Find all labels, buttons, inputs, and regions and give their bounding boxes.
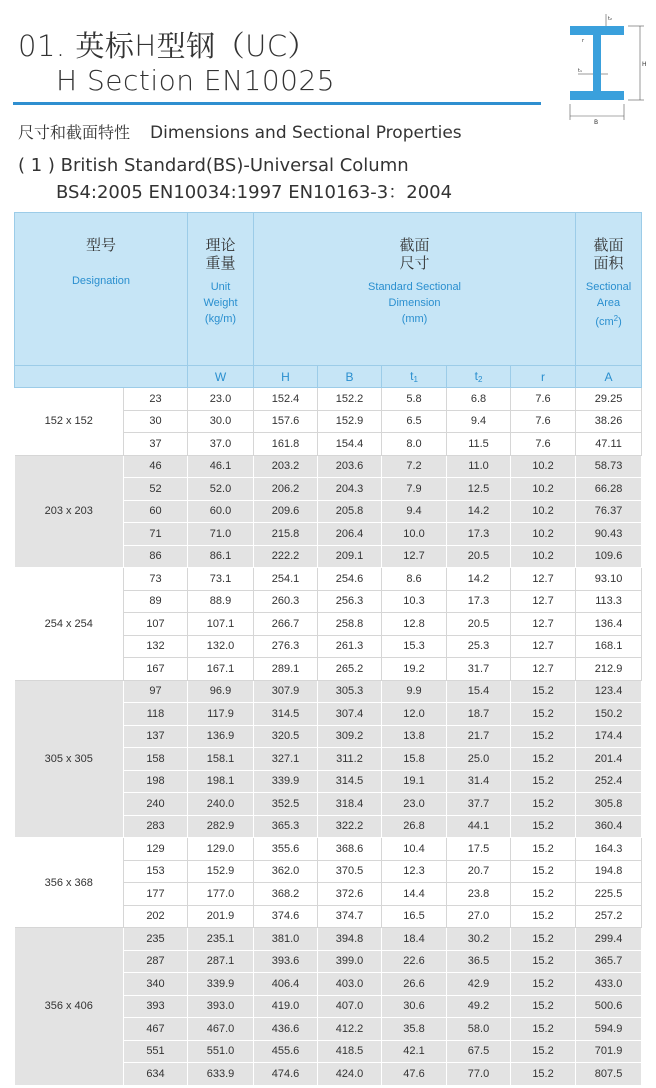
table-cell: 240.0 [188, 793, 254, 816]
table-cell: 10.4 [382, 838, 447, 861]
designation-cell: 305 x 305 [15, 680, 124, 838]
table-cell: 30.2 [447, 928, 511, 951]
symbol-b: B [318, 366, 382, 388]
table-cell: 17.3 [447, 590, 511, 613]
table-cell: 71 [124, 523, 188, 546]
table-cell: 15.2 [511, 815, 576, 838]
table-cell: 150.2 [576, 703, 642, 726]
table-cell: 152.4 [254, 388, 318, 411]
table-cell: 18.4 [382, 928, 447, 951]
table-row [15, 455, 642, 478]
table-cell: 701.9 [576, 1040, 642, 1063]
table-cell: 37.0 [188, 433, 254, 456]
table-cell: 6.5 [382, 410, 447, 433]
table-cell: 47.11 [576, 433, 642, 456]
table-cell: 15.2 [511, 725, 576, 748]
table-cell: 15.2 [511, 928, 576, 951]
table-cell: 551.0 [188, 1040, 254, 1063]
table-cell: 30.6 [382, 995, 447, 1018]
table-cell: 419.0 [254, 995, 318, 1018]
table-cell: 73.1 [188, 568, 254, 591]
table-cell: 10.2 [511, 500, 576, 523]
table-cell: 58.0 [447, 1018, 511, 1041]
table-cell: 314.5 [254, 703, 318, 726]
table-cell: 340 [124, 973, 188, 996]
table-cell: 372.6 [318, 883, 382, 906]
table-cell: 17.3 [447, 523, 511, 546]
table-cell: 634 [124, 1063, 188, 1086]
table-cell: 339.9 [188, 973, 254, 996]
table-cell: 212.9 [576, 658, 642, 681]
table-cell: 15.2 [511, 905, 576, 928]
table-cell: 283 [124, 815, 188, 838]
table-cell: 551 [124, 1040, 188, 1063]
table-cell: 235.1 [188, 928, 254, 951]
table-cell: 15.2 [511, 995, 576, 1018]
table-cell: 365.7 [576, 950, 642, 973]
table-cell: 15.2 [511, 793, 576, 816]
table-cell: 9.4 [447, 410, 511, 433]
table-cell: 167 [124, 658, 188, 681]
table-cell: 206.4 [318, 523, 382, 546]
table-cell: 15.3 [382, 635, 447, 658]
table-cell: 93.10 [576, 568, 642, 591]
table-cell: 161.8 [254, 433, 318, 456]
table-cell: 86.1 [188, 545, 254, 568]
table-cell: 47.6 [382, 1063, 447, 1086]
table-cell: 235 [124, 928, 188, 951]
table-cell: 393 [124, 995, 188, 1018]
table-cell: 406.4 [254, 973, 318, 996]
table-cell: 152.9 [318, 410, 382, 433]
table-cell: 15.2 [511, 860, 576, 883]
table-cell: 158 [124, 748, 188, 771]
table-cell: 12.7 [511, 658, 576, 681]
table-cell: 118 [124, 703, 188, 726]
table-cell: 22.6 [382, 950, 447, 973]
table-cell: 12.8 [382, 613, 447, 636]
table-cell: 52 [124, 478, 188, 501]
dimensions-table [14, 212, 642, 1086]
table-cell: 123.4 [576, 680, 642, 703]
table-cell: 11.0 [447, 455, 511, 478]
table-cell: 368.2 [254, 883, 318, 906]
table-cell: 7.6 [511, 410, 576, 433]
table-cell: 360.4 [576, 815, 642, 838]
table-cell: 305.3 [318, 680, 382, 703]
section-heading-en: Dimensions and Sectional Properties [150, 123, 462, 143]
table-cell: 258.8 [318, 613, 382, 636]
table-cell: 71.0 [188, 523, 254, 546]
table-cell: 455.6 [254, 1040, 318, 1063]
table-cell: 46.1 [188, 455, 254, 478]
table-cell: 15.2 [511, 1018, 576, 1041]
table-cell: 132.0 [188, 635, 254, 658]
table-cell: 252.4 [576, 770, 642, 793]
table-cell: 137 [124, 725, 188, 748]
table-cell: 37.7 [447, 793, 511, 816]
table-cell: 318.4 [318, 793, 382, 816]
symbol-h: H [254, 366, 318, 388]
table-cell: 15.8 [382, 748, 447, 771]
table-cell: 594.9 [576, 1018, 642, 1041]
h-section-diagram [562, 8, 648, 126]
table-cell: 474.6 [254, 1063, 318, 1086]
table-cell: 289.1 [254, 658, 318, 681]
table-cell: 374.6 [254, 905, 318, 928]
table-cell: 374.7 [318, 905, 382, 928]
symbol-w: W [188, 366, 254, 388]
table-cell: 254.6 [318, 568, 382, 591]
table-cell: 15.4 [447, 680, 511, 703]
table-cell: 11.5 [447, 433, 511, 456]
table-cell: 327.1 [254, 748, 318, 771]
table-cell: 467.0 [188, 1018, 254, 1041]
table-cell: 107 [124, 613, 188, 636]
table-cell: 97 [124, 680, 188, 703]
table-cell: 19.1 [382, 770, 447, 793]
table-cell: 152.9 [188, 860, 254, 883]
table-cell: 36.5 [447, 950, 511, 973]
table-cell: 261.3 [318, 635, 382, 658]
table-cell: 177.0 [188, 883, 254, 906]
table-cell: 362.0 [254, 860, 318, 883]
table-cell: 117.9 [188, 703, 254, 726]
header-unit-weight: 理论 重量 Unit Weight (kg/m) [188, 213, 254, 366]
table-cell: 201.4 [576, 748, 642, 771]
table-cell: 215.8 [254, 523, 318, 546]
standard-title: ( 1 ) British Standard(BS)-Universal Column [18, 155, 409, 176]
table-cell: 201.9 [188, 905, 254, 928]
table-cell: 90.43 [576, 523, 642, 546]
table-cell: 257.2 [576, 905, 642, 928]
header-sectional-area: 截面 面积 Sectional Area $(cm^2)$ [576, 213, 642, 366]
diagram-label-r: r [582, 38, 585, 44]
table-cell: 49.2 [447, 995, 511, 1018]
table-cell: 205.8 [318, 500, 382, 523]
table-cell: 23.8 [447, 883, 511, 906]
table-cell: 198.1 [188, 770, 254, 793]
symbol-blank [15, 366, 188, 388]
table-cell: 20.5 [447, 613, 511, 636]
table-cell: 73 [124, 568, 188, 591]
designation-cell: 356 x 406 [15, 928, 124, 1086]
table-cell: 202 [124, 905, 188, 928]
table-cell: 10.2 [511, 478, 576, 501]
table-cell: 299.4 [576, 928, 642, 951]
table-cell: 320.5 [254, 725, 318, 748]
table-cell: 136.4 [576, 613, 642, 636]
symbol-t1: $t_1$ [382, 366, 447, 388]
table-cell: 256.3 [318, 590, 382, 613]
table-cell: 174.4 [576, 725, 642, 748]
table-cell: 158.1 [188, 748, 254, 771]
table-cell: 12.7 [511, 590, 576, 613]
table-cell: 254.1 [254, 568, 318, 591]
table-cell: 436.6 [254, 1018, 318, 1041]
table-cell: 77.0 [447, 1063, 511, 1086]
table-cell: 12.3 [382, 860, 447, 883]
table-cell: 107.1 [188, 613, 254, 636]
table-cell: 8.0 [382, 433, 447, 456]
table-cell: 266.7 [254, 613, 318, 636]
table-cell: 132 [124, 635, 188, 658]
table-body [15, 388, 642, 1086]
table-cell: 23.0 [188, 388, 254, 411]
table-cell: 89 [124, 590, 188, 613]
table-cell: 26.6 [382, 973, 447, 996]
table-cell: 12.7 [511, 568, 576, 591]
table-cell: 9.4 [382, 500, 447, 523]
table-cell: 412.2 [318, 1018, 382, 1041]
table-cell: 20.5 [447, 545, 511, 568]
table-cell: 467 [124, 1018, 188, 1041]
table-cell: 203.2 [254, 455, 318, 478]
table-cell: 198 [124, 770, 188, 793]
table-cell: 15.2 [511, 748, 576, 771]
table-cell: 26.8 [382, 815, 447, 838]
table-cell: 399.0 [318, 950, 382, 973]
table-cell: 393.6 [254, 950, 318, 973]
title-underline [13, 102, 541, 105]
table-cell: 9.9 [382, 680, 447, 703]
table-cell: 37 [124, 433, 188, 456]
table-cell: 194.8 [576, 860, 642, 883]
diagram-label-b: B [594, 119, 599, 126]
table-cell: 14.4 [382, 883, 447, 906]
symbol-a: A [576, 366, 642, 388]
table-cell: 276.3 [254, 635, 318, 658]
table-cell: 20.7 [447, 860, 511, 883]
table-cell: 418.5 [318, 1040, 382, 1063]
table-cell: 15.2 [511, 1040, 576, 1063]
table-cell: 129 [124, 838, 188, 861]
table-cell: 6.8 [447, 388, 511, 411]
table-cell: 15.2 [511, 883, 576, 906]
table-cell: 222.2 [254, 545, 318, 568]
table-cell: 42.9 [447, 973, 511, 996]
table-cell: 7.6 [511, 433, 576, 456]
table-cell: 15.2 [511, 680, 576, 703]
table-cell: 265.2 [318, 658, 382, 681]
table-cell: 407.0 [318, 995, 382, 1018]
table-cell: 365.3 [254, 815, 318, 838]
table-cell: 500.6 [576, 995, 642, 1018]
table-cell: 807.5 [576, 1063, 642, 1086]
table-cell: 206.2 [254, 478, 318, 501]
table-cell: 287.1 [188, 950, 254, 973]
table-cell: 10.0 [382, 523, 447, 546]
table-cell: 86 [124, 545, 188, 568]
table-cell: 15.2 [511, 973, 576, 996]
table-cell: 42.1 [382, 1040, 447, 1063]
table-cell: 167.1 [188, 658, 254, 681]
symbol-r: r [511, 366, 576, 388]
table-cell: 96.9 [188, 680, 254, 703]
table-cell: 21.7 [447, 725, 511, 748]
header-sectional-dimension: 截面 尺寸 Standard Sectional Dimension (mm) [254, 213, 576, 366]
table-cell: 311.2 [318, 748, 382, 771]
table-cell: 27.0 [447, 905, 511, 928]
designation-cell: 254 x 254 [15, 568, 124, 681]
table-cell: 30 [124, 410, 188, 433]
table-cell: 370.5 [318, 860, 382, 883]
table-cell: 153 [124, 860, 188, 883]
table-cell: 209.6 [254, 500, 318, 523]
table-cell: 109.6 [576, 545, 642, 568]
table-cell: 204.3 [318, 478, 382, 501]
designation-cell: 203 x 203 [15, 455, 124, 568]
section-heading [18, 120, 462, 143]
table-cell: 16.5 [382, 905, 447, 928]
table-cell: 15.2 [511, 950, 576, 973]
table-cell: 38.26 [576, 410, 642, 433]
symbol-t2: $t_2$ [447, 366, 511, 388]
table-cell: 15.2 [511, 1063, 576, 1086]
table-cell: 18.7 [447, 703, 511, 726]
header-designation: 型号 Designation [15, 213, 188, 366]
table-cell: 76.37 [576, 500, 642, 523]
section-heading-cn: 尺寸和截面特性 [18, 123, 131, 142]
table-row [15, 388, 642, 411]
table-cell: 7.6 [511, 388, 576, 411]
table-cell: 339.9 [254, 770, 318, 793]
table-cell: 23 [124, 388, 188, 411]
table-cell: 287 [124, 950, 188, 973]
table-cell: 31.4 [447, 770, 511, 793]
designation-cell: 356 x 368 [15, 838, 124, 928]
diagram-label-h: H [642, 61, 647, 68]
table-cell: 10.2 [511, 545, 576, 568]
table-cell: 12.7 [511, 635, 576, 658]
table-cell: 152.2 [318, 388, 382, 411]
table-cell: 60 [124, 500, 188, 523]
table-cell: 381.0 [254, 928, 318, 951]
table-cell: 60.0 [188, 500, 254, 523]
table-cell: 10.3 [382, 590, 447, 613]
table-cell: 29.25 [576, 388, 642, 411]
table-cell: 52.0 [188, 478, 254, 501]
table-cell: 113.3 [576, 590, 642, 613]
table-cell: 13.8 [382, 725, 447, 748]
table-cell: 25.0 [447, 748, 511, 771]
table-row [15, 838, 642, 861]
table-cell: 17.5 [447, 838, 511, 861]
table-row [15, 928, 642, 951]
table-cell: 154.4 [318, 433, 382, 456]
table-cell: 8.6 [382, 568, 447, 591]
table-cell: 352.5 [254, 793, 318, 816]
table-cell: 46 [124, 455, 188, 478]
table-cell: 424.0 [318, 1063, 382, 1086]
table-cell: 394.8 [318, 928, 382, 951]
page-subtitle-standard: H Section EN10025 [56, 64, 336, 97]
table-cell: 209.1 [318, 545, 382, 568]
table-cell: 5.8 [382, 388, 447, 411]
table-cell: 393.0 [188, 995, 254, 1018]
table-cell: 203.6 [318, 455, 382, 478]
table-cell: 314.5 [318, 770, 382, 793]
table-cell: 35.8 [382, 1018, 447, 1041]
table-cell: 305.8 [576, 793, 642, 816]
table-cell: 12.7 [511, 613, 576, 636]
table-cell: 14.2 [447, 500, 511, 523]
table-cell: 15.2 [511, 703, 576, 726]
table-cell: 10.2 [511, 455, 576, 478]
table-cell: 403.0 [318, 973, 382, 996]
table-cell: 12.7 [382, 545, 447, 568]
table-cell: 10.2 [511, 523, 576, 546]
table-cell: 14.2 [447, 568, 511, 591]
table-cell: 7.2 [382, 455, 447, 478]
diagram-label-t2: t₂ [608, 16, 612, 22]
table-cell: 12.5 [447, 478, 511, 501]
table-row [15, 680, 642, 703]
table-cell: 368.6 [318, 838, 382, 861]
standard-codes: BS4:2005 EN10034:1997 EN10163-3：2004 [56, 182, 453, 203]
diagram-label-t1: t₁ [578, 68, 582, 74]
table-cell: 164.3 [576, 838, 642, 861]
table-cell: 168.1 [576, 635, 642, 658]
table-cell: 157.6 [254, 410, 318, 433]
table-cell: 25.3 [447, 635, 511, 658]
table-cell: 67.5 [447, 1040, 511, 1063]
table-cell: 15.2 [511, 770, 576, 793]
table-cell: 30.0 [188, 410, 254, 433]
table-cell: 307.9 [254, 680, 318, 703]
table-cell: 282.9 [188, 815, 254, 838]
table-cell: 15.2 [511, 838, 576, 861]
table-cell: 633.9 [188, 1063, 254, 1086]
table-cell: 12.0 [382, 703, 447, 726]
table-cell: 136.9 [188, 725, 254, 748]
page-title: 01. 英标H型钢（UC） [18, 29, 318, 63]
designation-cell: 152 x 152 [15, 388, 124, 456]
table-cell: 58.73 [576, 455, 642, 478]
table-cell: 129.0 [188, 838, 254, 861]
table-cell: 260.3 [254, 590, 318, 613]
table-cell: 355.6 [254, 838, 318, 861]
table-cell: 23.0 [382, 793, 447, 816]
table-cell: 7.9 [382, 478, 447, 501]
table-cell: 307.4 [318, 703, 382, 726]
table-cell: 322.2 [318, 815, 382, 838]
table-row [15, 568, 642, 591]
table-cell: 66.28 [576, 478, 642, 501]
table-cell: 177 [124, 883, 188, 906]
table-cell: 19.2 [382, 658, 447, 681]
table-cell: 31.7 [447, 658, 511, 681]
table-cell: 433.0 [576, 973, 642, 996]
table-cell: 88.9 [188, 590, 254, 613]
table-cell: 240 [124, 793, 188, 816]
table-cell: 309.2 [318, 725, 382, 748]
table-cell: 44.1 [447, 815, 511, 838]
table-cell: 225.5 [576, 883, 642, 906]
